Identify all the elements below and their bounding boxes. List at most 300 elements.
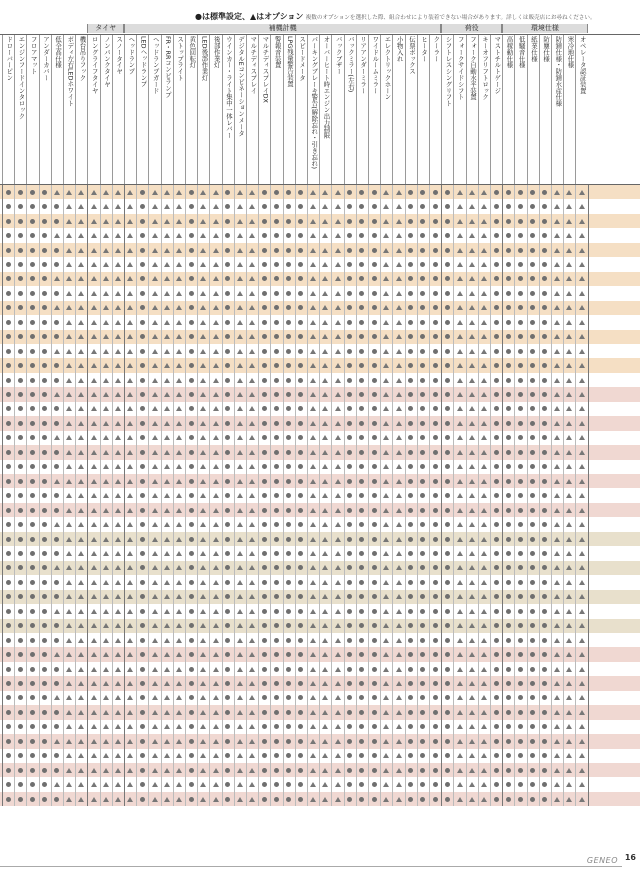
standard-mark-cell <box>492 694 500 702</box>
standard-mark-cell <box>273 694 281 702</box>
option-mark-cell <box>212 318 220 326</box>
option-mark-cell <box>248 232 256 240</box>
option-mark-cell <box>395 694 403 702</box>
option-mark-cell <box>321 463 329 471</box>
option-mark-cell <box>309 188 317 196</box>
option-mark-cell <box>565 362 573 370</box>
standard-mark-cell <box>224 203 232 211</box>
standard-mark-cell <box>297 651 305 659</box>
standard-mark-cell <box>4 752 12 760</box>
standard-mark-cell <box>260 463 268 471</box>
standard-mark-cell <box>504 622 512 630</box>
standard-mark-cell <box>529 549 537 557</box>
option-mark-cell <box>102 362 110 370</box>
standard-mark-cell <box>285 275 293 283</box>
option-mark-cell <box>114 376 122 384</box>
option-mark-cell <box>65 463 73 471</box>
option-mark-cell <box>175 448 183 456</box>
standard-mark-cell <box>41 188 49 196</box>
group-header: 補機計機 <box>124 24 441 33</box>
option-mark-cell <box>321 477 329 485</box>
standard-mark-cell <box>138 318 146 326</box>
column-divider <box>283 185 284 806</box>
option-mark-cell <box>126 419 134 427</box>
option-mark-cell <box>565 333 573 341</box>
standard-mark-cell <box>529 593 537 601</box>
standard-mark-cell <box>529 333 537 341</box>
standard-mark-cell <box>419 362 427 370</box>
option-mark-cell <box>236 651 244 659</box>
option-mark-cell <box>151 260 159 268</box>
option-mark-cell <box>151 506 159 514</box>
option-mark-cell <box>309 521 317 529</box>
standard-mark-cell <box>358 318 366 326</box>
standard-mark-cell <box>517 593 525 601</box>
standard-mark-cell <box>370 260 378 268</box>
option-mark-cell <box>321 665 329 673</box>
standard-mark-cell <box>346 781 354 789</box>
standard-mark-cell <box>4 246 12 254</box>
standard-mark-cell <box>517 419 525 427</box>
standard-mark-cell <box>492 795 500 803</box>
option-mark-cell <box>126 448 134 456</box>
standard-mark-cell <box>53 419 61 427</box>
standard-mark-cell <box>53 593 61 601</box>
standard-mark-cell <box>419 275 427 283</box>
option-mark-cell <box>468 347 476 355</box>
option-mark-cell <box>248 535 256 543</box>
option-mark-cell <box>382 203 390 211</box>
option-mark-cell <box>102 289 110 297</box>
option-mark-cell <box>565 680 573 688</box>
standard-mark-cell <box>53 203 61 211</box>
standard-mark-cell <box>529 246 537 254</box>
standard-mark-cell <box>492 578 500 586</box>
standard-mark-cell <box>541 275 549 283</box>
option-mark-cell <box>382 578 390 586</box>
standard-mark-cell <box>273 217 281 225</box>
group-header: タイヤ <box>87 24 124 33</box>
option-mark-cell <box>480 636 488 644</box>
option-mark-cell <box>114 217 122 225</box>
standard-mark-cell <box>4 622 12 630</box>
standard-mark-cell <box>529 304 537 312</box>
option-mark-cell <box>90 419 98 427</box>
standard-mark-cell <box>4 636 12 644</box>
option-mark-cell <box>163 723 171 731</box>
standard-mark-cell <box>541 549 549 557</box>
option-mark-cell <box>395 578 403 586</box>
option-mark-cell <box>480 737 488 745</box>
standard-mark-cell <box>4 593 12 601</box>
standard-mark-cell <box>224 535 232 543</box>
option-mark-cell <box>236 680 244 688</box>
option-mark-cell <box>334 477 342 485</box>
option-mark-cell <box>565 434 573 442</box>
standard-mark-cell <box>4 419 12 427</box>
standard-mark-cell <box>285 217 293 225</box>
standard-mark-cell <box>297 333 305 341</box>
column-header <box>380 34 392 184</box>
option-mark-cell <box>90 694 98 702</box>
option-mark-cell <box>102 419 110 427</box>
option-mark-cell <box>334 506 342 514</box>
standard-mark-cell <box>4 275 12 283</box>
standard-mark-cell <box>285 752 293 760</box>
standard-mark-cell <box>260 477 268 485</box>
standard-mark-cell <box>407 781 415 789</box>
option-mark-cell <box>65 405 73 413</box>
option-mark-cell <box>309 217 317 225</box>
standard-mark-cell <box>187 665 195 673</box>
standard-mark-cell <box>443 232 451 240</box>
option-mark-cell <box>151 665 159 673</box>
standard-mark-cell <box>346 405 354 413</box>
standard-mark-cell <box>273 477 281 485</box>
standard-mark-cell <box>224 593 232 601</box>
standard-mark-cell <box>407 564 415 572</box>
standard-mark-cell <box>260 694 268 702</box>
standard-mark-cell <box>260 391 268 399</box>
option-mark-cell <box>212 781 220 789</box>
standard-mark-cell <box>370 506 378 514</box>
standard-mark-cell <box>407 405 415 413</box>
standard-mark-cell <box>138 549 146 557</box>
option-mark-cell <box>553 795 561 803</box>
standard-mark-cell <box>407 275 415 283</box>
option-mark-cell <box>236 203 244 211</box>
option-mark-cell <box>236 260 244 268</box>
standard-mark-cell <box>260 260 268 268</box>
standard-mark-cell <box>285 723 293 731</box>
standard-mark-cell <box>260 737 268 745</box>
option-mark-cell <box>309 304 317 312</box>
option-mark-cell <box>565 232 573 240</box>
standard-mark-cell <box>504 636 512 644</box>
standard-mark-cell <box>407 318 415 326</box>
option-mark-cell <box>151 680 159 688</box>
column-header <box>63 34 75 184</box>
option-mark-cell <box>248 188 256 196</box>
standard-mark-cell <box>529 188 537 196</box>
option-mark-cell <box>53 521 61 529</box>
option-mark-cell <box>309 795 317 803</box>
standard-mark-cell <box>138 434 146 442</box>
option-mark-cell <box>321 362 329 370</box>
option-mark-cell <box>126 636 134 644</box>
standard-mark-cell <box>41 521 49 529</box>
option-mark-cell <box>334 289 342 297</box>
standard-mark-cell <box>504 362 512 370</box>
standard-mark-cell <box>16 275 24 283</box>
option-mark-cell <box>90 304 98 312</box>
standard-mark-cell <box>16 405 24 413</box>
option-mark-cell <box>236 246 244 254</box>
standard-mark-cell <box>407 246 415 254</box>
option-mark-cell <box>382 492 390 500</box>
option-mark-cell <box>163 636 171 644</box>
standard-mark-cell <box>529 535 537 543</box>
column-divider <box>478 185 479 806</box>
column-label: スノータイヤ <box>115 36 124 75</box>
standard-mark-cell <box>273 781 281 789</box>
option-mark-cell <box>382 188 390 196</box>
standard-mark-cell <box>138 694 146 702</box>
option-mark-cell <box>199 492 207 500</box>
column-divider <box>356 185 357 806</box>
standard-mark-cell <box>187 333 195 341</box>
option-mark-cell <box>334 376 342 384</box>
standard-mark-cell <box>517 362 525 370</box>
standard-mark-cell <box>443 434 451 442</box>
standard-mark-cell <box>297 362 305 370</box>
standard-mark-cell <box>358 333 366 341</box>
option-mark-cell <box>321 318 329 326</box>
standard-mark-cell <box>138 347 146 355</box>
standard-mark-cell <box>492 448 500 456</box>
option-mark-cell <box>199 665 207 673</box>
standard-mark-cell <box>4 766 12 774</box>
option-mark-cell <box>77 578 85 586</box>
standard-mark-cell <box>41 217 49 225</box>
option-mark-cell <box>578 766 586 774</box>
option-mark-cell <box>480 680 488 688</box>
option-mark-cell <box>236 737 244 745</box>
standard-mark-cell <box>224 304 232 312</box>
standard-mark-cell <box>358 651 366 659</box>
option-mark-cell <box>65 593 73 601</box>
option-mark-cell <box>236 578 244 586</box>
standard-mark-cell <box>4 188 12 196</box>
option-mark-cell <box>90 781 98 789</box>
option-mark-cell <box>456 607 464 615</box>
standard-mark-cell <box>346 260 354 268</box>
option-mark-cell <box>163 766 171 774</box>
column-divider <box>380 185 381 806</box>
option-mark-cell <box>151 419 159 427</box>
standard-mark-cell <box>29 708 37 716</box>
standard-mark-cell <box>431 636 439 644</box>
option-mark-cell <box>199 405 207 413</box>
option-mark-cell <box>309 419 317 427</box>
standard-mark-cell <box>297 680 305 688</box>
option-mark-cell <box>151 188 159 196</box>
standard-mark-cell <box>541 419 549 427</box>
option-mark-cell <box>309 492 317 500</box>
option-mark-cell <box>102 708 110 716</box>
standard-mark-cell <box>4 203 12 211</box>
option-mark-cell <box>578 752 586 760</box>
standard-mark-cell <box>358 477 366 485</box>
option-mark-cell <box>480 535 488 543</box>
standard-mark-cell <box>53 723 61 731</box>
option-mark-cell <box>309 593 317 601</box>
option-mark-cell <box>65 506 73 514</box>
standard-mark-cell <box>260 521 268 529</box>
option-mark-cell <box>175 506 183 514</box>
option-mark-cell <box>90 203 98 211</box>
standard-mark-cell <box>273 593 281 601</box>
standard-mark-cell <box>4 694 12 702</box>
standard-mark-cell <box>53 260 61 268</box>
standard-mark-cell <box>370 333 378 341</box>
option-mark-cell <box>456 376 464 384</box>
standard-mark-cell <box>41 304 49 312</box>
option-mark-cell <box>199 549 207 557</box>
option-mark-cell <box>114 708 122 716</box>
option-mark-cell <box>468 680 476 688</box>
standard-mark-cell <box>346 795 354 803</box>
standard-mark-cell <box>297 549 305 557</box>
option-mark-cell <box>321 405 329 413</box>
standard-mark-cell <box>138 506 146 514</box>
standard-mark-cell <box>419 448 427 456</box>
option-mark-cell <box>248 260 256 268</box>
option-mark-cell <box>199 304 207 312</box>
standard-mark-cell <box>517 376 525 384</box>
standard-mark-cell <box>53 680 61 688</box>
option-mark-cell <box>77 419 85 427</box>
column-divider <box>26 185 27 806</box>
option-mark-cell <box>382 463 390 471</box>
standard-mark-cell <box>297 232 305 240</box>
standard-mark-cell <box>443 752 451 760</box>
option-mark-cell <box>175 376 183 384</box>
option-mark-cell <box>309 289 317 297</box>
standard-mark-cell <box>4 376 12 384</box>
option-mark-cell <box>395 708 403 716</box>
option-mark-cell <box>578 492 586 500</box>
option-mark-cell <box>65 766 73 774</box>
option-mark-cell <box>77 275 85 283</box>
option-mark-cell <box>321 419 329 427</box>
option-mark-cell <box>334 232 342 240</box>
option-mark-cell <box>553 549 561 557</box>
standard-mark-cell <box>419 694 427 702</box>
option-mark-cell <box>77 318 85 326</box>
option-mark-cell <box>395 651 403 659</box>
standard-mark-cell <box>138 708 146 716</box>
standard-mark-cell <box>187 549 195 557</box>
option-mark-cell <box>382 636 390 644</box>
option-mark-cell <box>114 665 122 673</box>
standard-mark-cell <box>346 549 354 557</box>
standard-mark-cell <box>346 521 354 529</box>
option-mark-cell <box>77 549 85 557</box>
standard-mark-cell <box>273 680 281 688</box>
option-mark-cell <box>578 781 586 789</box>
option-mark-cell <box>163 391 171 399</box>
option-mark-cell <box>565 795 573 803</box>
standard-mark-cell <box>285 622 293 630</box>
standard-mark-cell <box>187 434 195 442</box>
option-mark-cell <box>90 665 98 673</box>
option-mark-cell <box>309 737 317 745</box>
option-mark-cell <box>151 708 159 716</box>
standard-mark-cell <box>431 593 439 601</box>
option-mark-cell <box>480 188 488 196</box>
option-mark-cell <box>578 680 586 688</box>
option-mark-cell <box>334 723 342 731</box>
option-mark-cell <box>248 723 256 731</box>
option-mark-cell <box>553 506 561 514</box>
standard-mark-cell <box>138 535 146 543</box>
standard-mark-cell <box>541 506 549 514</box>
standard-mark-cell <box>285 260 293 268</box>
standard-mark-cell <box>492 535 500 543</box>
standard-mark-cell <box>273 521 281 529</box>
option-mark-cell <box>175 362 183 370</box>
standard-mark-cell <box>443 781 451 789</box>
option-mark-cell <box>321 275 329 283</box>
standard-mark-cell <box>260 593 268 601</box>
column-divider <box>87 185 88 806</box>
standard-mark-cell <box>346 477 354 485</box>
option-mark-cell <box>90 434 98 442</box>
option-mark-cell <box>321 217 329 225</box>
standard-mark-cell <box>297 391 305 399</box>
option-mark-cell <box>309 607 317 615</box>
option-mark-cell <box>578 289 586 297</box>
option-mark-cell <box>395 289 403 297</box>
option-mark-cell <box>114 521 122 529</box>
option-mark-cell <box>468 477 476 485</box>
option-mark-cell <box>199 578 207 586</box>
standard-mark-cell <box>504 593 512 601</box>
option-mark-cell <box>199 477 207 485</box>
standard-mark-cell <box>273 391 281 399</box>
option-mark-cell <box>163 781 171 789</box>
option-mark-cell <box>114 246 122 254</box>
option-mark-cell <box>77 289 85 297</box>
standard-mark-cell <box>297 564 305 572</box>
option-mark-cell <box>151 275 159 283</box>
option-mark-cell <box>126 246 134 254</box>
option-mark-cell <box>382 376 390 384</box>
option-mark-cell <box>395 203 403 211</box>
option-mark-cell <box>151 203 159 211</box>
standard-mark-cell <box>16 318 24 326</box>
option-mark-cell <box>175 564 183 572</box>
standard-mark-cell <box>358 694 366 702</box>
option-mark-cell <box>151 376 159 384</box>
option-mark-cell <box>480 376 488 384</box>
standard-mark-cell <box>370 680 378 688</box>
option-mark-cell <box>199 203 207 211</box>
standard-mark-cell <box>504 506 512 514</box>
standard-mark-cell <box>16 665 24 673</box>
column-label: オペレータ認証装置 <box>578 36 587 94</box>
standard-mark-cell <box>443 694 451 702</box>
standard-mark-cell <box>29 622 37 630</box>
standard-mark-cell <box>260 665 268 673</box>
standard-mark-cell <box>431 622 439 630</box>
standard-mark-cell <box>419 506 427 514</box>
option-mark-cell <box>480 318 488 326</box>
standard-mark-cell <box>346 593 354 601</box>
column-label: マルチディスプレイ <box>249 36 258 94</box>
standard-mark-cell <box>370 391 378 399</box>
standard-mark-cell <box>273 347 281 355</box>
standard-mark-cell <box>492 232 500 240</box>
standard-mark-cell <box>297 708 305 716</box>
standard-mark-cell <box>29 405 37 413</box>
option-mark-cell <box>65 521 73 529</box>
option-mark-cell <box>102 795 110 803</box>
standard-mark-cell <box>273 362 281 370</box>
option-mark-cell <box>248 318 256 326</box>
option-mark-cell <box>395 549 403 557</box>
